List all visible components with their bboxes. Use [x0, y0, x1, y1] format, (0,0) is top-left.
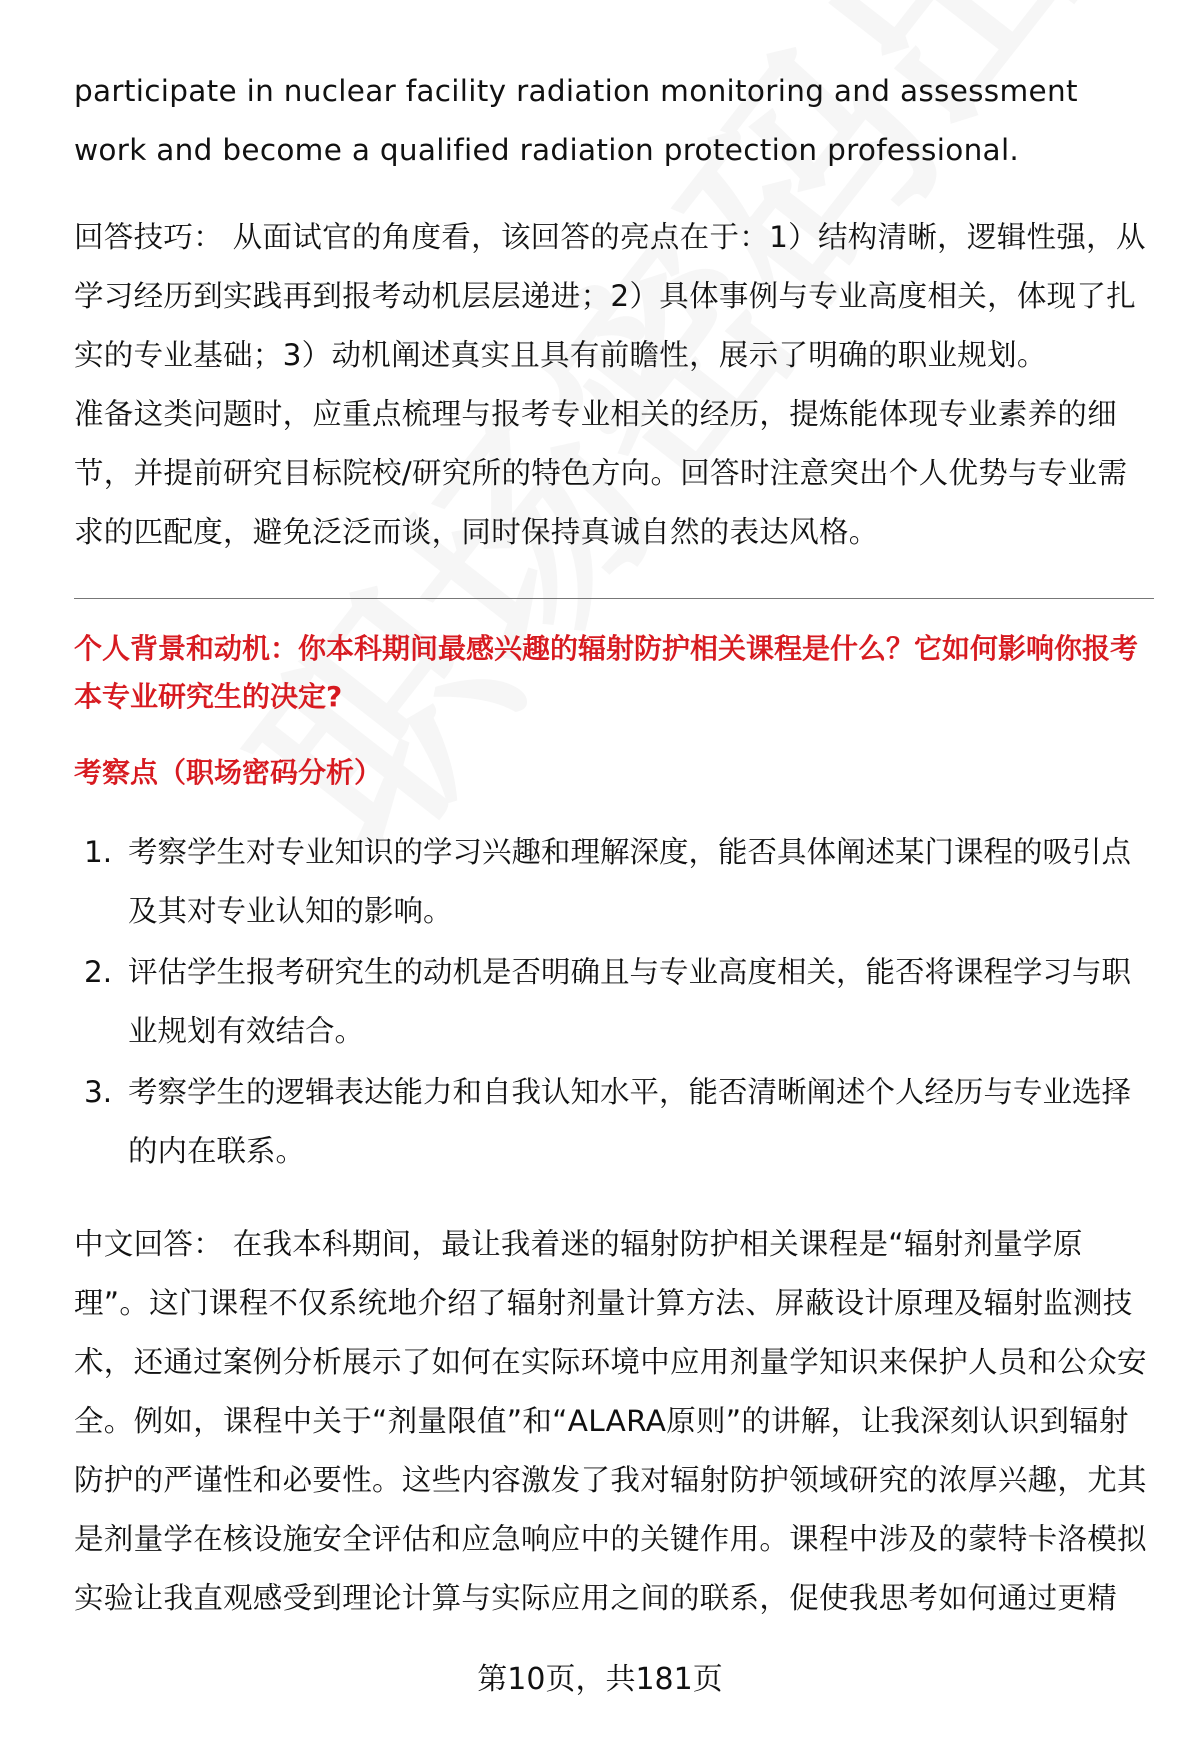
question-heading: 个人背景和动机：你本科期间最感兴趣的辐射防护相关课程是什么？它如何影响你报考本专业研究生的决定? [74, 632, 1139, 713]
list-item [74, 1063, 1154, 1181]
intro-paragraph: participate in nuclear facility radiation monitoring and assessment work and become a qualified radiation protection professional. [74, 74, 1078, 167]
preparation-advice-paragraph: 准备这类问题时，应重点梳理与报考专业相关的经历，提炼能体现专业素养的细节，并提前研究目标院校/研究所的特色方向。回答时注意突出个人优势与专业需求的匹配度，避免泛泛而谈，同时保持真诚自然的表达风格。 [74, 397, 1128, 549]
answer-tips-paragraph: 回答技巧： 从面试官的角度看，该回答的亮点在于：1）结构清晰，逻辑性强，从学习经历到实践再到报考动机层层递进；2）具体事例与专业高度相关，体现了扎实的专业基础；3）动机阐述真实且具有前瞻性，展示了明确的职业规划。 [74, 220, 1146, 372]
list-item-number: 3. [84, 1075, 113, 1109]
assessment-points-list [74, 823, 1154, 1181]
list-item-text: 考察学生对专业知识的学习兴趣和理解深度，能否具体阐述某门课程的吸引点及其对专业认知的影响。 [128, 835, 1132, 928]
assessment-points-heading: 考察点（职场密码分析） [74, 756, 383, 789]
chinese-answer-paragraph: 中文回答： 在我本科期间，最让我着迷的辐射防护相关课程是“辐射剂量学原理”。这门课程不仅系统地介绍了辐射剂量计算方法、屏蔽设计原理及辐射监测技术，还通过案例分析展示了如何在实际环境中应用剂量学知识来保护人员和公众安全。例如，课程中关于“剂量限值”和“ALARA原则”的讲解，让我深刻认识到辐射防护的严谨性和必要性。这些内容激发了我对辐射防护领域研究的浓厚兴趣，尤其是剂量学在核设施安全评估和应急响应中的关键作用。课程中涉及的蒙特卡洛模拟实验让我直观感受到理论计算与实际应用之间的联系，促使我思考如何通过更精 [74, 1227, 1147, 1615]
list-item [74, 943, 1154, 1061]
document-page [74, 62, 1154, 1628]
list-item-number: 1. [84, 835, 113, 869]
list-item [74, 823, 1154, 941]
list-item-number: 2. [84, 955, 113, 989]
list-item-text: 考察学生的逻辑表达能力和自我认知水平，能否清晰阐述个人经历与专业选择的内在联系。 [128, 1075, 1132, 1168]
page-number-footer: 第10页，共181页 [477, 1662, 723, 1697]
section-divider [74, 598, 1154, 599]
list-item-text: 评估学生报考研究生的动机是否明确且与专业高度相关，能否将课程学习与职业规划有效结合。 [128, 955, 1132, 1048]
